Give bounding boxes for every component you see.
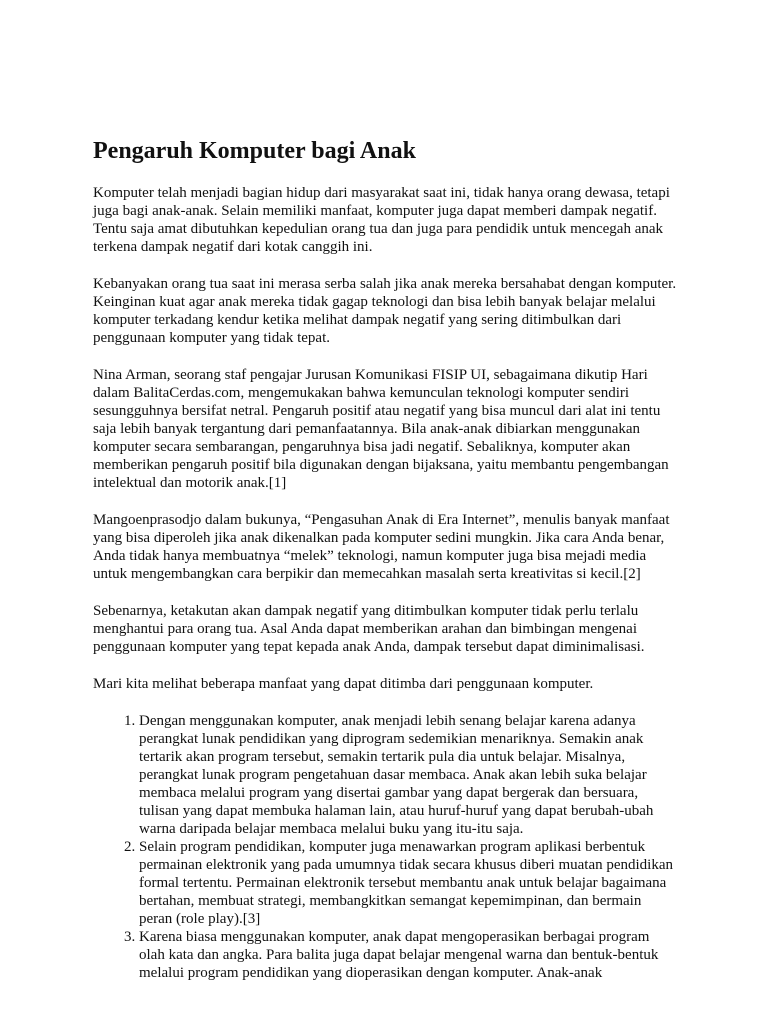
paragraph-mangoenprasodjo: Mangoenprasodjo dalam bukunya, “Pengasuhan Anak di Era Internet”, menulis banyak manfaat yang bisa diperoleh jika anak dikenalkan pada komputer sedini mungkin. Jika cara Anda benar, Anda tidak hanya membuatnya “melek” teknologi, namun komputer juga bisa mejadi media untuk mengembangkan cara berpikir dan memecahkan masalah serta kreativitas si kecil.[2] [93,512,670,582]
list-item: 1. Dengan menggunakan komputer, anak menjadi lebih senang belajar karena adanya perangkat lunak pendidikan yang diprogram sedemikian menariknya. Semakin anak tertarik akan program tersebut, semakin tertarik pula dia untuk belajar. Misalnya, perangkat lunak program pengetahuan dasar membaca. Anak akan lebih suka belajar membaca melalui program yang disertai gambar yang dapat bergerak dan bersuara, tulisan yang dapat membuka halaman lain, atau huruf-huruf yang dapat berubah-ubah warna daripada belajar membaca melalui buku yang itu-itu saja. [139,712,678,838]
paragraph-parents: Kebanyakan orang tua saat ini merasa serba salah jika anak mereka bersahabat dengan komputer. Keinginan kuat agar anak mereka tidak gagap teknologi dan bisa lebih banyak belajar melalui komputer terkadang kendur ketika melihat dampak negatif yang sering ditimbulkan dari penggunaan komputer yang tidak tepat. [93,276,677,346]
paragraph-fear: Sebenarnya, ketakutan akan dampak negatif yang ditimbulkan komputer tidak perlu terlalu menghantui para orang tua. Asal Anda dapat memberikan arahan dan bimbingan mengenai penggunaan komputer yang tepat kepada anak Anda, dampak tersebut dapat diminimalisasi. [93,603,645,655]
benefits-list [93,712,678,982]
paragraph-nina-arman: Nina Arman, seorang staf pengajar Jurusan Komunikasi FISIP UI, sebagaimana dikutip Hari dalam BalitaCerdas.com, mengemukakan bahwa kemunculan teknologi komputer sendiri sesungguhnya bersifat netral. Pengaruh positif atau negatif yang bisa muncul dari alat ini tentu saja lebih banyak tergantung dari pemanfaatannya. Bila anak-anak dibiarkan menggunakan komputer secara sembarangan, pengaruhnya bisa jadi negatif. Sebaliknya, komputer akan memberikan pengaruh positif bila digunakan dengan bijaksana, yaitu membantu pengembangan intelektual dan motorik anak.[1] [93,367,669,491]
list-item: 2. Selain program pendidikan, komputer juga menawarkan program aplikasi berbentuk permainan elektronik yang pada umumnya tidak secara khusus diberi muatan pendidikan formal tertentu. Permainan elektronik tersebut membantu anak untuk belajar bagaimana bertahan, membuat strategi, membangkitkan semangat kepemimpinan, dan bermain peran (role play).[3] [139,838,678,928]
list-item: 3. Karena biasa menggunakan komputer, anak dapat mengoperasikan berbagai program olah kata dan angka. Para balita juga dapat belajar mengenal warna dan bentuk-bentuk melalui program pendidikan yang dioperasikan dengan komputer. Anak-anak [139,928,678,982]
paragraph-intro: Komputer telah menjadi bagian hidup dari masyarakat saat ini, tidak hanya orang dewasa, tetapi juga bagi anak-anak. Selain memiliki manfaat, komputer juga dapat memberi dampak negatif. Tentu saja amat dibutuhkan kepedulian orang tua dan juga para pendidik untuk mencegah anak terkena dampak negatif dari kotak canggih ini. [93,185,670,255]
paragraph-benefits-intro: Mari kita melihat beberapa manfaat yang dapat ditimba dari penggunaan komputer. [93,676,594,692]
document-title: Pengaruh Komputer bagi Anak [93,138,416,164]
